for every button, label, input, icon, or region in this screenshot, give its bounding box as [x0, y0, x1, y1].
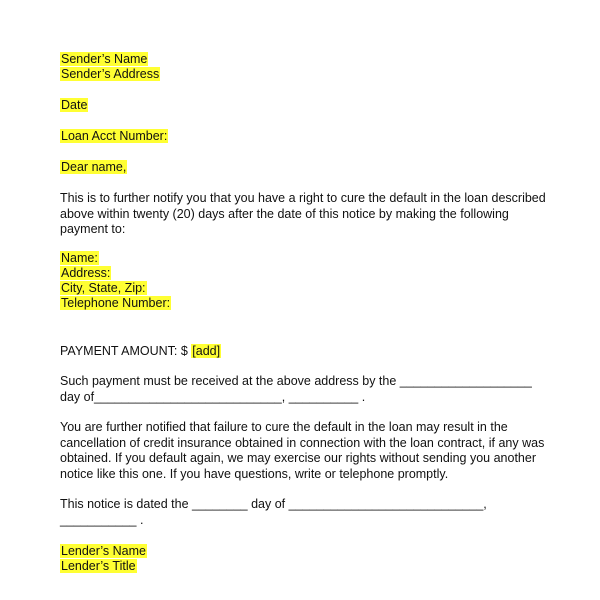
payee-city	[60, 281, 147, 296]
warning-line: cancellation of credit insurance obtained in connection with the loan contract, if any was	[60, 435, 545, 450]
sender-address-text: Sender’s Address	[61, 67, 160, 81]
payee-city-text: City, State, Zip:	[61, 281, 146, 295]
notice-line: payment to:	[60, 222, 126, 236]
receipt-paragraph	[60, 374, 550, 405]
payment-amount-label: PAYMENT AMOUNT: $	[60, 344, 192, 358]
payee-address	[60, 266, 111, 281]
sender-name-text: Sender’s Name	[61, 52, 148, 66]
sender-address	[60, 67, 160, 82]
dated-line: ___________ .	[60, 512, 144, 527]
payee-telephone	[60, 296, 171, 311]
receipt-line: day of___________________________, __________ .	[60, 389, 366, 404]
warning-line: obtained. If you default again, we may exercise our rights without sending you another	[60, 451, 536, 465]
salutation-text: Dear name,	[61, 160, 127, 174]
warning-line: notice like this one. If you have questions, write or telephone promptly.	[60, 466, 449, 481]
notice-line: This is to further notify you that you have a right to cure the default in the loan described	[60, 191, 546, 205]
notice-paragraph	[60, 191, 550, 238]
payee-telephone-text: Telephone Number:	[61, 296, 171, 310]
warning-paragraph	[60, 420, 550, 482]
lender-title-text: Lender’s Title	[61, 559, 136, 573]
sender-name	[60, 52, 148, 67]
date-line	[60, 98, 88, 113]
receipt-line: Such payment must be received at the above address by the ___________________	[60, 374, 532, 388]
payee-name-text: Name:	[61, 251, 98, 265]
salutation	[60, 160, 127, 175]
payment-amount-line	[60, 344, 221, 359]
loan-acct-line	[60, 129, 168, 144]
payee-address-text: Address:	[61, 266, 111, 280]
payment-amount-placeholder: [add]	[192, 344, 221, 358]
warning-line: You are further notified that failure to cure the default in the loan may result in the	[60, 420, 508, 434]
notice-line: above within twenty (20) days after the date of this notice by making the following	[60, 206, 509, 221]
loan-acct-text: Loan Acct Number:	[61, 129, 168, 143]
date-text: Date	[61, 98, 88, 112]
dated-line: This notice is dated the ________ day of ____________________________,	[60, 497, 487, 511]
dated-paragraph	[60, 497, 550, 528]
lender-name	[60, 544, 147, 559]
lender-name-text: Lender’s Name	[61, 544, 147, 558]
lender-title	[60, 559, 137, 574]
payee-name	[60, 251, 99, 266]
